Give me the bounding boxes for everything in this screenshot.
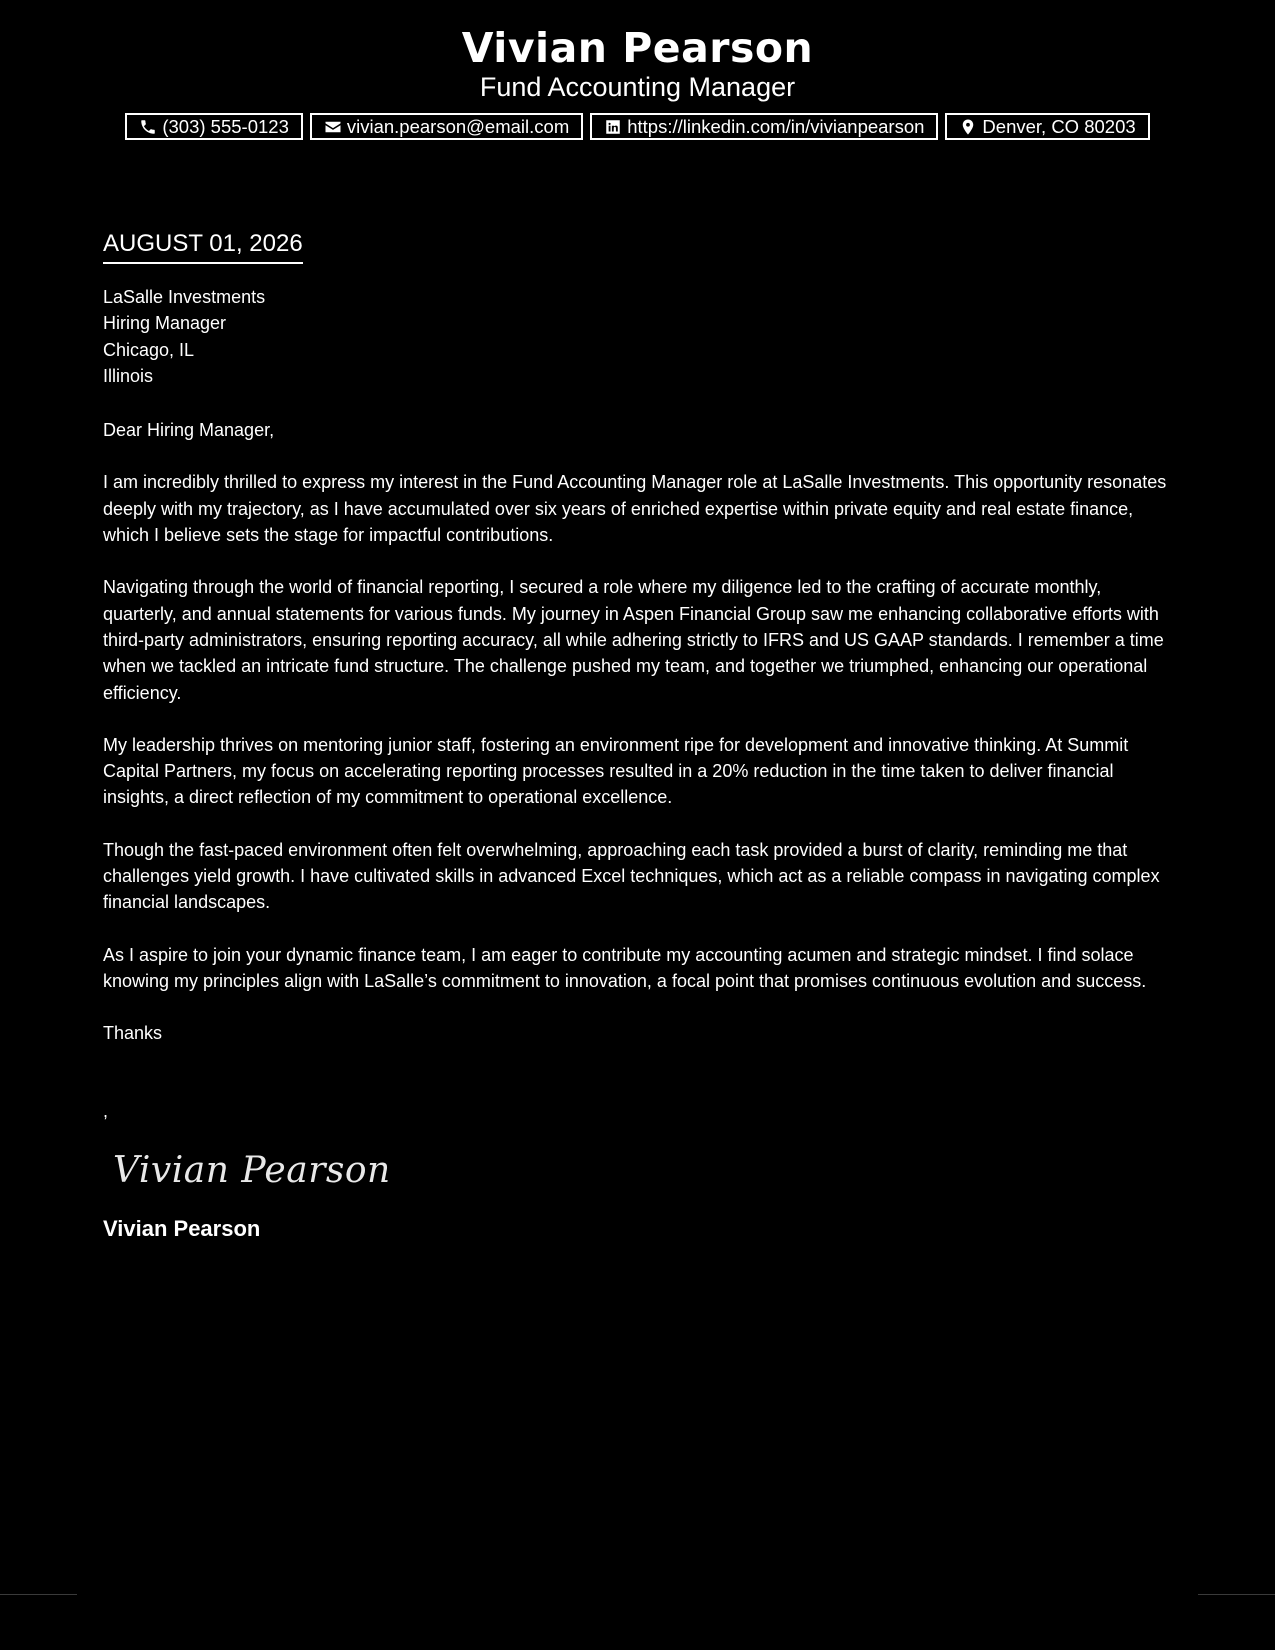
signer-name: Vivian Pearson — [103, 1215, 261, 1241]
map-pin-icon — [959, 118, 977, 136]
salutation: Dear Hiring Manager, — [103, 420, 275, 441]
letter-body — [103, 228, 1178, 1243]
email-text: vivian.pearson@email.com — [346, 115, 570, 137]
footer-rule-left — [0, 1594, 77, 1595]
phone-text: (303) 555-0123 — [162, 115, 289, 137]
letter-date: AUGUST 01, 2026 — [103, 228, 303, 264]
recipient-city: Chicago, IL — [103, 339, 195, 360]
phone-icon — [139, 118, 157, 136]
closing-text: Thanks — [103, 1023, 163, 1044]
handwritten-signature: Vivian Pearson — [113, 1149, 391, 1191]
closing-comma: , — [103, 1100, 109, 1121]
phone-chip[interactable] — [125, 113, 303, 140]
paragraph-4: Though the fast-paced environment often felt overwhelming, approaching each task provided a burst of clarity, reminding me that challenges yield growth. I have cultivated skills in advanced Excel techniques, which act as a reliable compass in navigating complex financial landscapes. — [103, 839, 1160, 913]
contact-bar — [0, 113, 1275, 140]
linkedin-icon — [604, 118, 622, 136]
paragraph-2: Navigating through the world of financial reporting, I secured a role where my diligence led to the crafting of accurate monthly, quarterly, and annual statements for various funds. My journey in Aspen Financial Group saw me enhancing collaborative efforts with third-party administrators, ensuring reporting accuracy, all while adhering strictly to IFRS and US GAAP standards. I remember a time when we tackled an intricate fund structure. The challenge pushed my team, and together we triumphed, enhancing our operational efficiency. — [103, 577, 1164, 703]
paragraph-3: My leadership thrives on mentoring junior staff, fostering an environment ripe for development and innovative thinking. At Summit Capital Partners, my focus on accelerating reporting processes resulted in a 20% reduction in the time taken to deliver financial insights, a direct reflection of my commitment to operational excellence. — [103, 734, 1129, 808]
recipient-block — [103, 284, 1178, 389]
recipient-company: LaSalle Investments — [103, 287, 266, 307]
paragraph-5: As I aspire to join your dynamic finance team, I am eager to contribute my accounting acumen and strategic mindset. I find solace knowing my principles align with LaSalle’s commitment to innovation, a focal point that promises continuous evolution and success. — [103, 944, 1147, 991]
paragraph-1: I am incredibly thrilled to express my interest in the Fund Accounting Manager role at LaSalle Investments. This opportunity resonates deeply with my trajectory, as I have accumulated over six years of enriched expertise within private equity and real estate finance, which I believe sets the stage for impactful contributions. — [103, 472, 1167, 546]
location-text: Denver, CO 80203 — [982, 115, 1136, 137]
applicant-name: Vivian Pearson — [461, 24, 814, 72]
letter-header — [0, 22, 1275, 103]
footer-rule-right — [1198, 1594, 1275, 1595]
applicant-job-title: Fund Accounting Manager — [479, 72, 796, 102]
recipient-title: Hiring Manager — [103, 313, 227, 334]
linkedin-text: https://linkedin.com/in/vivianpearson — [627, 115, 925, 137]
linkedin-chip[interactable] — [590, 113, 938, 140]
location-chip[interactable] — [945, 113, 1149, 140]
envelope-icon — [324, 118, 342, 136]
recipient-state: Illinois — [103, 365, 154, 386]
email-chip[interactable] — [310, 113, 583, 140]
